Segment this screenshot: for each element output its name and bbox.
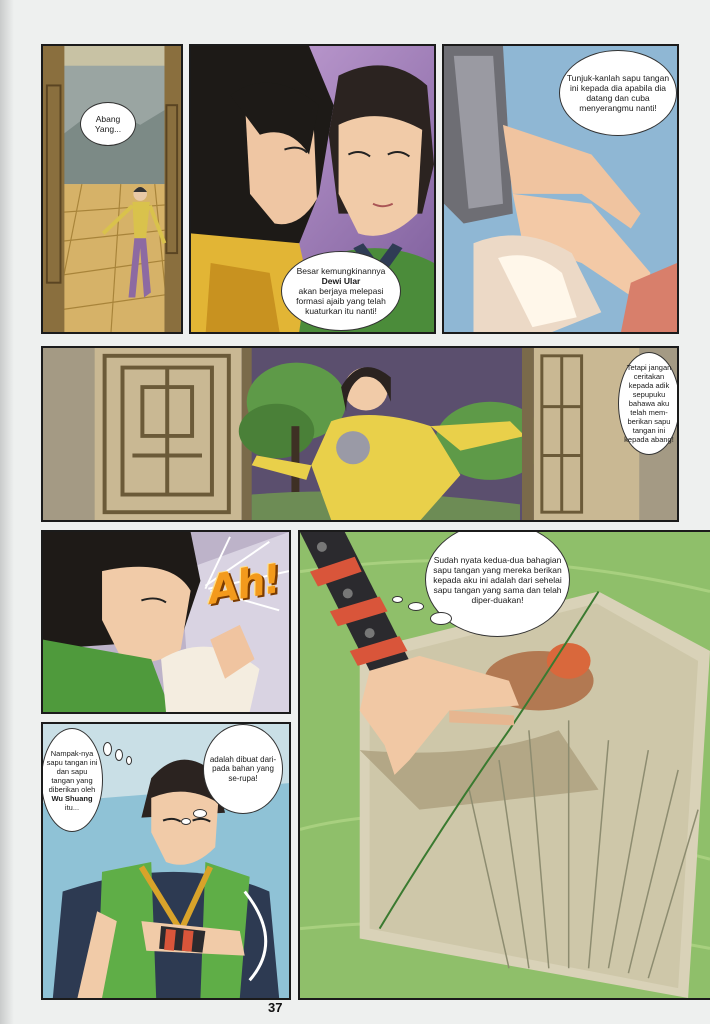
bubble-text-post: akan berjaya melepasi formasi ajaib yang telah kuaturkan itu nanti! — [296, 286, 386, 316]
panel-1-doorway — [41, 44, 183, 334]
thought-bubble-dot-1 — [430, 612, 452, 625]
panel-4-girl-at-door — [41, 346, 679, 522]
page-number: 37 — [268, 1000, 283, 1015]
panel-5-man-exclaims — [41, 530, 291, 714]
panel-5-art — [43, 532, 289, 712]
panel-2-two-faces — [189, 44, 436, 334]
panel-3-hands-handkerchief — [442, 44, 679, 334]
thought-bubble-dot-3 — [392, 596, 403, 603]
page-spine-shadow — [0, 0, 14, 1024]
thought-bubble-dot-b — [115, 749, 123, 761]
bubble-text: Tetapi jangan ceritakan kepada adik sepupuku bahawa aku telah mem-berikan sapu tangan ini kepada abang! — [624, 363, 674, 444]
speech-bubble-abang-yang — [80, 102, 136, 146]
bubble-text-pre: Besar kemungkinannya — [296, 266, 386, 276]
speech-bubble-tunjukkanlah — [559, 50, 677, 136]
bubble-text: Tunjuk-kanlah sapu tangan ini kepada dia apabila dia datang dan cuba menyerangmu nanti! — [566, 73, 670, 113]
panel-1-art — [43, 46, 181, 332]
speech-bubble-adalah-dibuat — [203, 724, 283, 814]
bubble-text-name: Dewi Ular — [321, 276, 361, 286]
speech-bubble-tetapi-jangan — [618, 352, 679, 455]
speech-bubble-nampaknya — [41, 728, 103, 832]
panel-7-young-man — [41, 722, 291, 1000]
panel-4-art — [43, 348, 677, 520]
panel-6-hand-and-sketch — [298, 530, 710, 1000]
thought-bubble-dot-a — [103, 742, 112, 756]
bubble-text-name: Wu Shuang — [51, 793, 93, 803]
sfx-ah: Ah! — [204, 556, 284, 614]
bubble-text: Sudah nyata kedua-dua bahagian sapu tangan yang mereka berikan kepada aku ini adalah dari sehelai sapu tangan yang sama dan telah diper-duakan! — [433, 554, 562, 605]
thought-bubble-dot-c — [126, 756, 132, 765]
bubble-text: Abang Yang... — [94, 114, 122, 134]
thought-bubble-dot-2 — [408, 602, 424, 611]
bubble-text-pre: Nampak-nya sapu tangan ini dan sapu tangan yang diberikan oleh — [46, 748, 98, 794]
bubble-text-post: itu... — [64, 802, 80, 812]
bubble-text: adalah dibuat dari-pada bahan yang se-rupa! — [209, 754, 277, 783]
thought-bubble-dot-e — [181, 818, 191, 825]
speech-bubble-dewi-ular — [281, 251, 401, 331]
thought-bubble-dot-d — [193, 809, 207, 818]
